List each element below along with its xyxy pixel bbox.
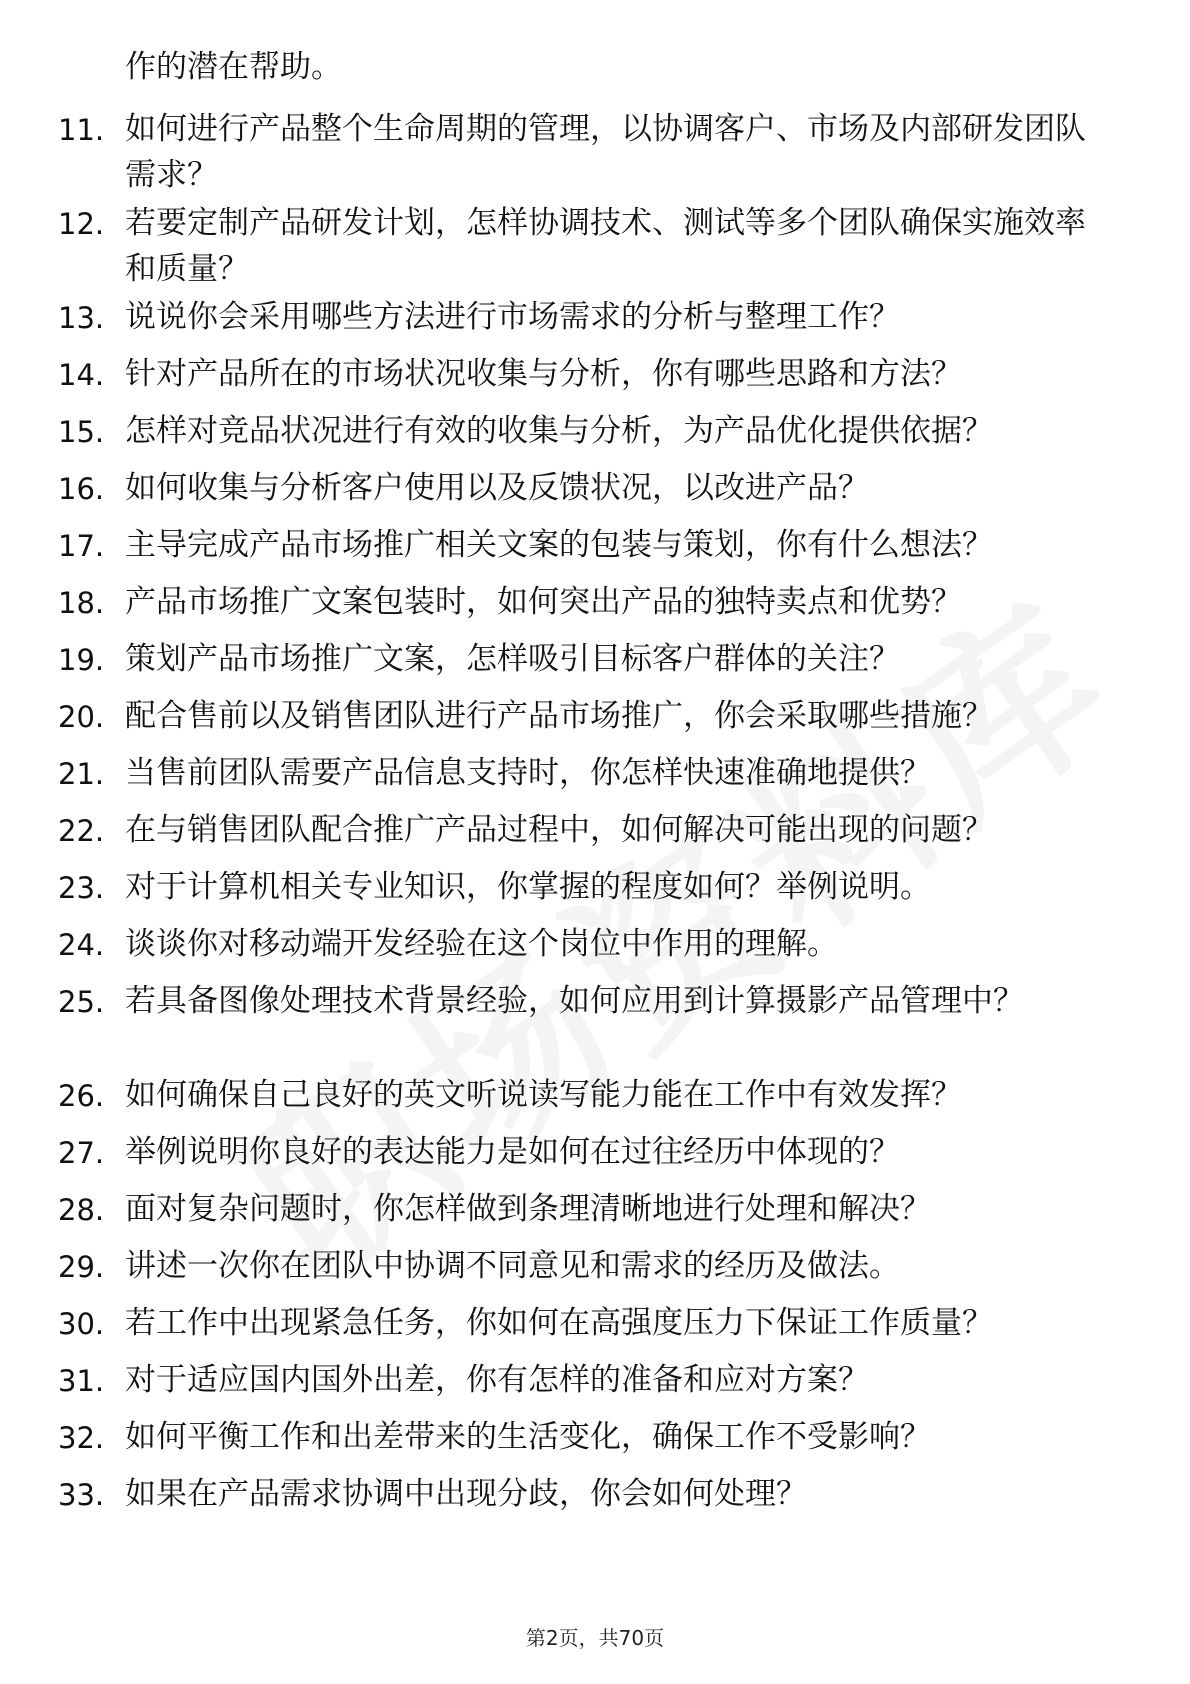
item-number: 24.	[58, 928, 105, 962]
item-text: 主导完成产品市场推广相关文案的包装与策划，你有什么想法？	[125, 527, 993, 563]
item-text: 针对产品所在的市场状况收集与分析，你有哪些思路和方法？	[125, 356, 962, 392]
item-number: 30.	[58, 1307, 105, 1341]
item-text: 对于计算机相关专业知识，你掌握的程度如何？举例说明。	[125, 869, 931, 905]
item-number: 12.	[58, 207, 105, 241]
item-text: 在与销售团队配合推广产品过程中，如何解决可能出现的问题？	[125, 812, 993, 848]
item-text: 如何进行产品整个生命周期的管理，以协调客户、市场及内部研发团队需求？	[125, 111, 1086, 193]
item-number: 20.	[58, 700, 105, 734]
item-number: 28.	[58, 1193, 105, 1227]
item-number: 32.	[58, 1421, 105, 1455]
item-number: 15.	[58, 415, 105, 449]
item-number: 33.	[58, 1478, 105, 1512]
item-text: 面对复杂问题时，你怎样做到条理清晰地进行处理和解决？	[125, 1191, 931, 1227]
item-text: 对于适应国内国外出差，你有怎样的准备和应对方案？	[125, 1362, 869, 1398]
item-number: 27.	[58, 1136, 105, 1170]
item-number: 19.	[58, 643, 105, 677]
item-text: 配合售前以及销售团队进行产品市场推广，你会采取哪些措施？	[125, 698, 993, 734]
continuation-text: 作的潜在帮助。	[125, 49, 342, 85]
item-text: 如果在产品需求协调中出现分歧，你会如何处理？	[125, 1476, 807, 1512]
item-number: 25.	[58, 985, 105, 1019]
item-text: 谈谈你对移动端开发经验在这个岗位中作用的理解。	[125, 926, 838, 962]
item-number: 26.	[58, 1079, 105, 1113]
item-number: 16.	[58, 472, 105, 506]
item-text: 讲述一次你在团队中协调不同意见和需求的经历及做法。	[125, 1248, 900, 1284]
item-number: 17.	[58, 529, 105, 563]
item-number: 23.	[58, 871, 105, 905]
item-number: 31.	[58, 1364, 105, 1398]
item-text: 如何平衡工作和出差带来的生活变化，确保工作不受影响？	[125, 1419, 931, 1455]
item-text: 当售前团队需要产品信息支持时，你怎样快速准确地提供？	[125, 755, 931, 791]
item-text: 若要定制产品研发计划，怎样协调技术、测试等多个团队确保实施效率和质量？	[125, 205, 1086, 287]
item-number: 14.	[58, 358, 105, 392]
item-text: 说说你会采用哪些方法进行市场需求的分析与整理工作？	[125, 299, 900, 335]
item-number: 13.	[58, 301, 105, 335]
item-text: 如何确保自己良好的英文听说读写能力能在工作中有效发挥？	[125, 1077, 962, 1113]
page-footer: 第2页，共70页	[525, 1626, 665, 1650]
item-number: 11.	[58, 113, 105, 147]
item-number: 29.	[58, 1250, 105, 1284]
item-text: 如何收集与分析客户使用以及反馈状况，以改进产品？	[125, 470, 869, 506]
item-text: 产品市场推广文案包装时，如何突出产品的独特卖点和优势？	[125, 584, 962, 620]
item-text: 策划产品市场推广文案，怎样吸引目标客户群体的关注？	[125, 641, 900, 677]
item-text: 怎样对竞品状况进行有效的收集与分析，为产品优化提供依据？	[125, 413, 993, 449]
item-text: 若具备图像处理技术背景经验，如何应用到计算摄影产品管理中？	[125, 983, 1024, 1019]
item-text: 若工作中出现紧急任务，你如何在高强度压力下保证工作质量？	[125, 1305, 993, 1341]
item-number: 21.	[58, 757, 105, 791]
item-number: 18.	[58, 586, 105, 620]
item-text: 举例说明你良好的表达能力是如何在过往经历中体现的？	[125, 1134, 900, 1170]
item-number: 22.	[58, 814, 105, 848]
